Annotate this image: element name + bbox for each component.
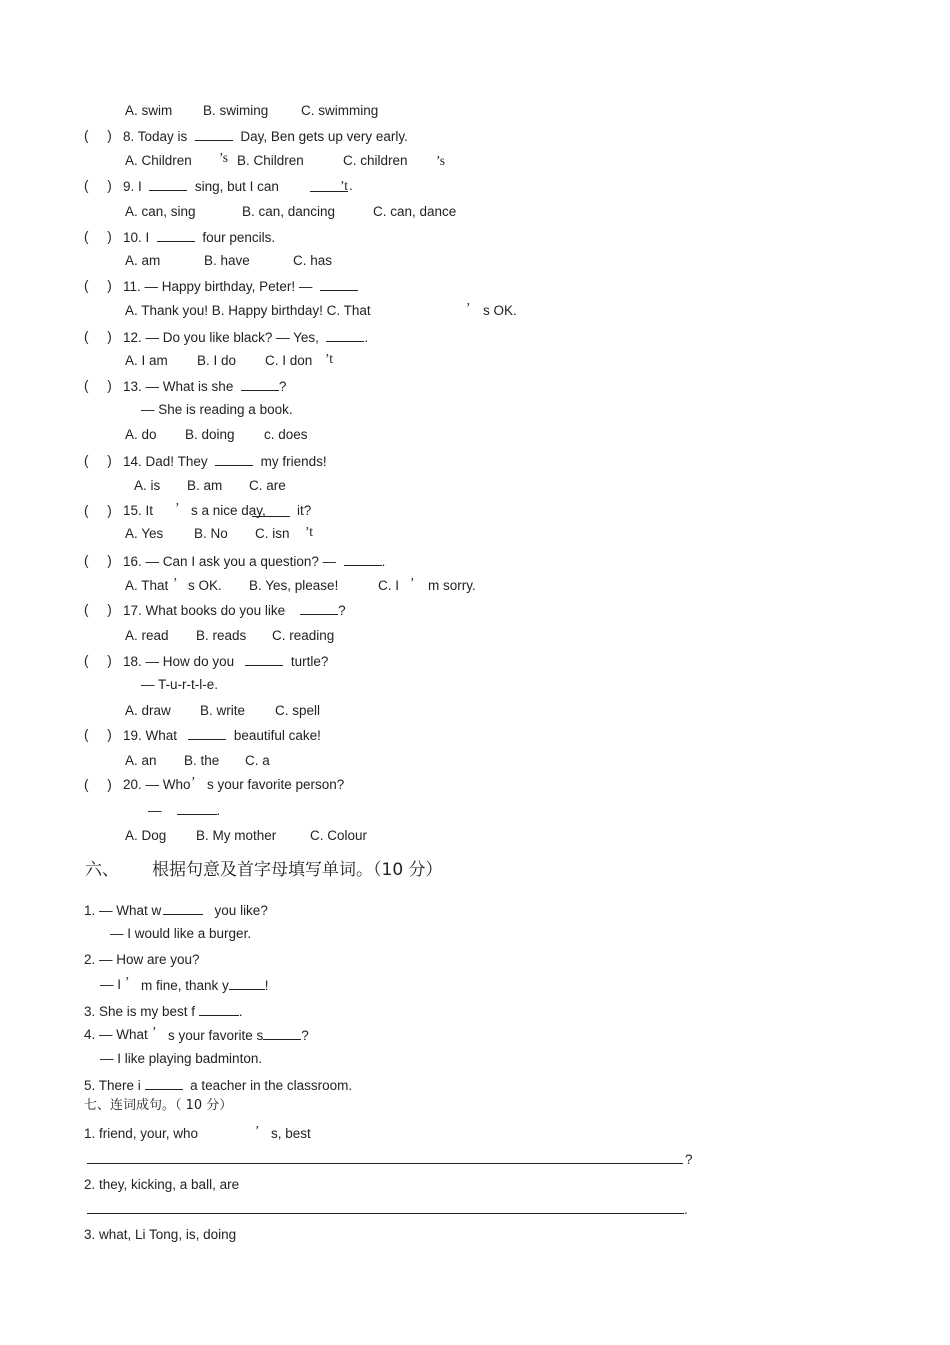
q19-option-c: C. a xyxy=(245,753,270,768)
q7-option-b: B. swiming xyxy=(203,103,269,118)
q14-answer-paren[interactable]: ( ) xyxy=(84,453,112,468)
q15-text-mid: s a nice day, xyxy=(191,503,266,518)
fill-2-blank[interactable] xyxy=(229,976,265,990)
q16-end: . xyxy=(381,554,386,569)
order-2-end: . xyxy=(684,1202,688,1217)
q15-apos: ’ xyxy=(175,500,180,515)
fill-1-text: 1. — What w xyxy=(84,903,162,918)
q14-option-b: B. am xyxy=(187,478,223,493)
q11-option-a: A. Thank you! B. Happy birthday! C. That xyxy=(125,303,371,318)
q8-option-c: C. children xyxy=(343,153,408,168)
q15-option-c-apos: ’t xyxy=(305,524,314,539)
q19-number: 19. xyxy=(123,728,142,743)
section7-title: 七、连词成句。（ 10 分） xyxy=(84,1098,233,1113)
q12-option-c-apos: ’t xyxy=(325,351,334,366)
fill-4-end: ? xyxy=(301,1028,309,1043)
q11-option-a-apos: ’ xyxy=(466,300,471,315)
q14-option-c: C. are xyxy=(249,478,286,493)
fill-2-reply-pre: — I xyxy=(100,977,122,992)
q10-text-post: four pencils. xyxy=(202,230,276,245)
q16-answer-paren[interactable]: ( ) xyxy=(84,553,112,568)
q8-option-b: B. Children xyxy=(237,153,304,168)
fill-2-reply xyxy=(141,976,269,995)
q10-option-a: A. am xyxy=(125,253,161,268)
fill-4-reply: — I like playing badminton. xyxy=(100,1051,263,1066)
fill-1-reply: — I would like a burger. xyxy=(110,926,252,941)
q9-question xyxy=(123,177,279,196)
q15-answer-paren[interactable]: ( ) xyxy=(84,503,112,518)
fill-5-text-post: a teacher in the classroom. xyxy=(190,1078,353,1093)
q20-option-a: A. Dog xyxy=(125,828,167,843)
fill-3-text: 3. She is my best f xyxy=(84,1004,196,1019)
fill-4-question-pre: 4. — What xyxy=(84,1027,148,1042)
q10-blank[interactable] xyxy=(157,228,195,242)
q18-text-post: turtle? xyxy=(290,654,329,669)
q17-option-c: C. reading xyxy=(272,628,335,643)
q11-text: — Happy birthday, Peter! — xyxy=(144,279,313,294)
q20-text-post: s your favorite person? xyxy=(207,777,345,792)
q19-blank[interactable] xyxy=(188,726,226,740)
q14-text-post: my friends! xyxy=(260,454,327,469)
q10-text-pre: I xyxy=(145,230,150,245)
q12-blank[interactable] xyxy=(326,328,364,342)
q9-number: 9. xyxy=(123,179,135,194)
fill-4-apos: ’ xyxy=(152,1024,157,1039)
q18-reply: — T-u-r-t-l-e. xyxy=(141,677,218,692)
q13-answer-paren[interactable]: ( ) xyxy=(84,378,112,393)
q12-text: — Do you like black? — Yes, xyxy=(145,330,319,345)
q14-question xyxy=(123,452,327,471)
q11-question xyxy=(123,277,358,296)
q12-option-a: A. I am xyxy=(125,353,168,368)
q8-text-post: Day, Ben gets up very early. xyxy=(240,129,408,144)
fill-1-blank[interactable] xyxy=(163,901,203,915)
q10-option-c: C. has xyxy=(293,253,333,268)
q9-text-mid: sing, but I can xyxy=(194,179,279,194)
q8-option-a-apos: ’s xyxy=(219,150,229,165)
fill-4-question xyxy=(168,1026,309,1045)
q20-end: . xyxy=(216,803,221,818)
q17-number: 17. xyxy=(123,603,142,618)
q10-answer-paren[interactable]: ( ) xyxy=(84,229,112,244)
q19-answer-paren[interactable]: ( ) xyxy=(84,727,112,742)
q19-text-pre: What xyxy=(145,728,178,743)
q16-option-a-tail: s OK. xyxy=(188,578,222,593)
fill-1-question xyxy=(84,901,268,920)
q17-blank[interactable] xyxy=(300,601,338,615)
q12-end: . xyxy=(364,330,369,345)
q20-option-b: B. My mother xyxy=(196,828,277,843)
q8-text-pre: Today is xyxy=(137,129,188,144)
q16-option-b: B. Yes, please! xyxy=(249,578,339,593)
q15-question-pre xyxy=(123,502,153,520)
q9-option-c: C. can, dance xyxy=(373,204,457,219)
q19-option-b: B. the xyxy=(184,753,220,768)
order-2-question: 2. they, kicking, a ball, are xyxy=(84,1177,240,1192)
q18-number: 18. xyxy=(123,654,142,669)
fill-5-blank[interactable] xyxy=(145,1076,183,1090)
q20-option-c: C. Colour xyxy=(310,828,368,843)
q8-option-a: A. Children xyxy=(125,153,192,168)
q18-option-a: A. draw xyxy=(125,703,171,718)
q8-blank[interactable] xyxy=(195,127,233,141)
q8-number: 8. xyxy=(123,129,135,144)
q9-blank-2[interactable]: ’t xyxy=(310,177,348,192)
q13-question xyxy=(123,377,286,396)
order-1-tail: s, best xyxy=(271,1126,311,1141)
q16-question xyxy=(123,552,385,571)
q18-text: — How do you xyxy=(145,654,235,669)
q17-text: What books do you like xyxy=(145,603,286,618)
q13-end: ? xyxy=(278,379,287,394)
q20-text-pre: — Who xyxy=(145,777,191,792)
q14-blank[interactable] xyxy=(215,452,253,466)
q14-text-pre: Dad! They xyxy=(145,454,208,469)
q15-text-pre: It xyxy=(145,503,154,518)
q12-option-b: B. I do xyxy=(197,353,237,368)
section6-title: 根据句意及首字母填写单词。（10 分） xyxy=(152,860,443,880)
q8-option-c-apos: ’s xyxy=(436,153,446,168)
section6-number: 六、 xyxy=(85,860,119,880)
q13-option-b: B. doing xyxy=(185,427,235,442)
order-1-question: 1. friend, your, who xyxy=(84,1126,199,1141)
q12-question xyxy=(123,328,368,347)
q14-number: 14. xyxy=(123,454,142,469)
fill-2-reply-apos: ’ xyxy=(125,974,130,989)
q13-reply: — She is reading a book. xyxy=(141,402,293,417)
q20-number: 20. xyxy=(123,777,142,792)
q9-answer-paren[interactable]: ( ) xyxy=(84,178,112,193)
q12-number: 12. xyxy=(123,330,142,345)
order-1-end: ? xyxy=(685,1152,693,1167)
q20-answer-paren[interactable]: ( ) xyxy=(84,777,112,792)
q17-question xyxy=(123,601,346,620)
q13-text: — What is she xyxy=(145,379,234,394)
q16-option-a: A. That xyxy=(125,578,169,593)
q15-option-c: C. isn xyxy=(255,526,290,541)
q20-reply xyxy=(148,801,220,820)
q9-option-a: A. can, sing xyxy=(125,204,196,219)
q8-question xyxy=(123,127,408,146)
q19-text-post: beautiful cake! xyxy=(233,728,321,743)
q17-end: ? xyxy=(338,603,346,618)
q13-option-c: c. does xyxy=(264,427,308,442)
fill-2-reply-mid: m fine, thank y xyxy=(141,978,229,993)
q7-option-c: C. swimming xyxy=(301,103,379,118)
q11-answer-paren[interactable]: ( ) xyxy=(84,278,112,293)
fill-4-text-mid: s your favorite s xyxy=(168,1028,264,1043)
q20-blank[interactable] xyxy=(177,801,217,815)
q18-option-c: C. spell xyxy=(275,703,321,718)
q12-answer-paren[interactable]: ( ) xyxy=(84,329,112,344)
q15-blank[interactable] xyxy=(252,503,290,517)
q18-blank[interactable] xyxy=(245,652,283,666)
q17-option-b: B. reads xyxy=(196,628,247,643)
q12-option-c: C. I don xyxy=(265,353,313,368)
q19-question xyxy=(123,726,321,745)
q16-text: — Can I ask you a question? — xyxy=(145,554,337,569)
fill-1-text-post: you like? xyxy=(214,903,268,918)
q16-option-c: C. I xyxy=(378,578,400,593)
q16-option-a-apos: ’ xyxy=(173,575,178,590)
q11-option-a-tail: s OK. xyxy=(483,303,517,318)
fill-5-question xyxy=(84,1076,352,1095)
q18-option-b: B. write xyxy=(200,703,246,718)
q15-option-a: A. Yes xyxy=(125,526,164,541)
q11-number: 11. xyxy=(123,279,141,294)
q20-apos: ’ xyxy=(191,774,196,789)
q15-number: 15. xyxy=(123,503,142,518)
q20-reply-dash: — xyxy=(148,803,162,818)
fill-3-blank[interactable] xyxy=(199,1002,239,1016)
q16-option-c-apos: ’ xyxy=(410,575,415,590)
q10-number: 10. xyxy=(123,230,142,245)
q14-option-a: A. is xyxy=(134,478,161,493)
order-2-answer-line[interactable] xyxy=(87,1213,684,1214)
fill-3-question xyxy=(84,1002,243,1021)
q13-number: 13. xyxy=(123,379,142,394)
q10-option-b: B. have xyxy=(204,253,250,268)
order-3-question: 3. what, Li Tong, is, doing xyxy=(84,1227,237,1242)
order-1-answer-line[interactable] xyxy=(87,1163,683,1164)
q13-option-a: A. do xyxy=(125,427,157,442)
order-1-apos: ’ xyxy=(255,1123,260,1138)
q9-option-b: B. can, dancing xyxy=(242,204,336,219)
q7-option-a: A. swim xyxy=(125,103,173,118)
fill-2-reply-end: ! xyxy=(264,978,269,993)
q13-blank[interactable] xyxy=(241,377,279,391)
q16-blank[interactable] xyxy=(344,552,382,566)
q10-question xyxy=(123,228,275,247)
fill-2-question: 2. — How are you? xyxy=(84,952,200,967)
q18-question xyxy=(123,652,328,671)
q16-number: 16. xyxy=(123,554,142,569)
q20-question-pre xyxy=(123,776,191,794)
q18-answer-paren[interactable]: ( ) xyxy=(84,653,112,668)
q17-answer-paren[interactable]: ( ) xyxy=(84,602,112,617)
q16-option-c-tail: m sorry. xyxy=(428,578,476,593)
fill-4-blank[interactable] xyxy=(263,1026,301,1040)
q17-option-a: A. read xyxy=(125,628,169,643)
q9-blank-1[interactable] xyxy=(149,177,187,191)
q19-option-a: A. an xyxy=(125,753,157,768)
fill-5-text: 5. There i xyxy=(84,1078,141,1093)
q15-text-post: it? xyxy=(297,503,312,518)
q9-end: . xyxy=(349,178,353,193)
fill-3-end: . xyxy=(238,1004,243,1019)
q8-answer-paren[interactable]: ( ) xyxy=(84,128,112,143)
q11-blank[interactable] xyxy=(320,277,358,291)
q15-option-b: B. No xyxy=(194,526,228,541)
q9-text-pre: I xyxy=(138,179,142,194)
